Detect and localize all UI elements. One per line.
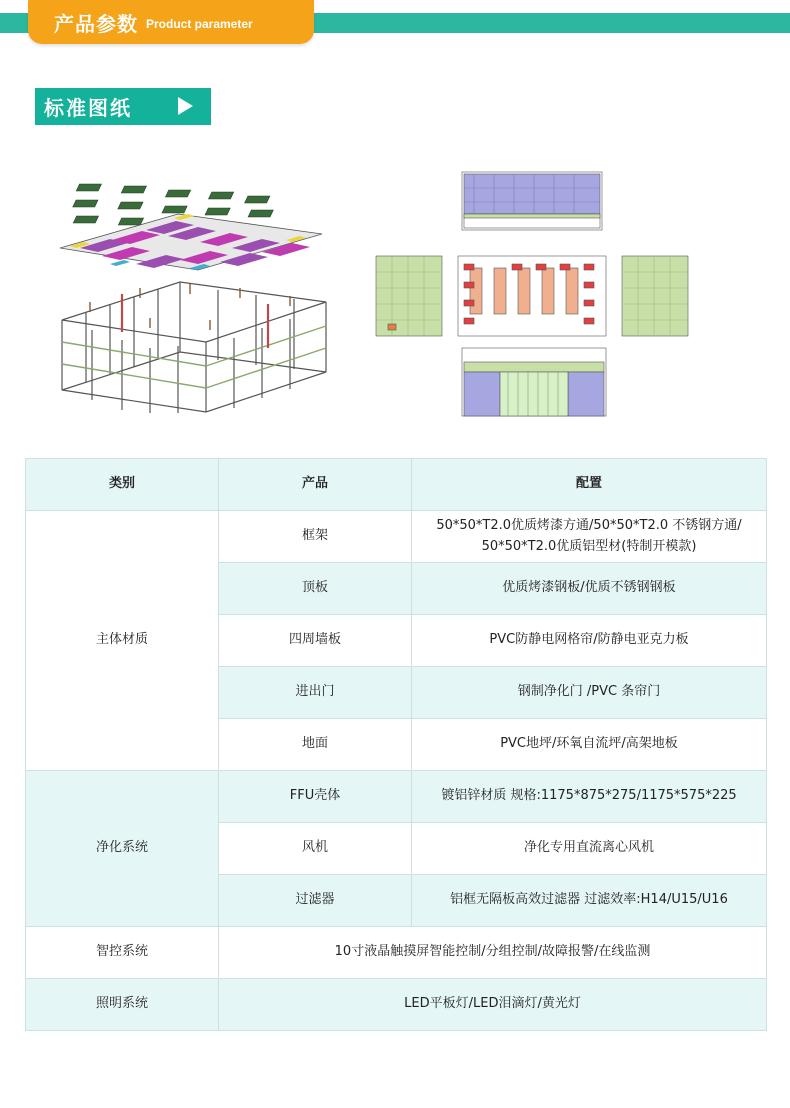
control-config-cell: 10寸液晶触摸屏智能控制/分组控制/故障报警/在线监测 bbox=[219, 927, 767, 979]
config-cell: 钢制净化门 /PVC 条帘门 bbox=[412, 667, 767, 719]
product-cell: 框架 bbox=[219, 511, 412, 563]
group-main-material: 主体材质 bbox=[26, 511, 219, 771]
config-cell bbox=[412, 511, 767, 563]
header-band bbox=[0, 0, 790, 44]
frame-structure bbox=[62, 282, 326, 413]
product-cell: FFU壳体 bbox=[219, 771, 412, 823]
header-product: 产品 bbox=[219, 459, 412, 511]
lighting-config-cell: LED平板灯/LED泪滴灯/黄光灯 bbox=[219, 979, 767, 1031]
header-tab bbox=[28, 0, 314, 44]
table-header-row bbox=[26, 459, 767, 511]
orthographic-views-drawing bbox=[372, 168, 692, 420]
config-line: 50*50*T2.0优质烤漆方通/50*50*T2.0 不锈钢方通/ bbox=[436, 517, 742, 533]
config-cell: PVC防静电网格帘/防静电亚克力板 bbox=[412, 615, 767, 667]
config-cell: 净化专用直流离心风机 bbox=[412, 823, 767, 875]
play-triangle-icon bbox=[178, 97, 193, 115]
product-cell: 过滤器 bbox=[219, 875, 412, 927]
product-cell: 四周墙板 bbox=[219, 615, 412, 667]
config-cell: 铝框无隔板高效过滤器 过滤效率:H14/U15/U16 bbox=[412, 875, 767, 927]
ceiling-panel-grid bbox=[60, 214, 322, 270]
header-title-en: Product parameter bbox=[146, 17, 253, 31]
center-plan-view bbox=[458, 256, 606, 336]
isometric-exploded-drawing bbox=[50, 170, 340, 415]
product-cell: 风机 bbox=[219, 823, 412, 875]
table-row bbox=[26, 979, 767, 1031]
group-control: 智控系统 bbox=[26, 927, 219, 979]
table-row bbox=[26, 927, 767, 979]
header-title-cn: 产品参数 bbox=[54, 11, 138, 36]
config-cell: 优质烤漆钢板/优质不锈钢钢板 bbox=[412, 563, 767, 615]
group-lighting: 照明系统 bbox=[26, 979, 219, 1031]
product-cell: 地面 bbox=[219, 719, 412, 771]
bottom-view bbox=[462, 348, 606, 416]
config-cell: PVC地坪/环氧自流坪/高架地板 bbox=[412, 719, 767, 771]
group-purification: 净化系统 bbox=[26, 771, 219, 927]
table-row bbox=[26, 771, 767, 823]
config-cell: 镀铝锌材质 规格:1175*875*275/1175*575*225 bbox=[412, 771, 767, 823]
config-line: 50*50*T2.0优质铝型材(特制开模款) bbox=[481, 538, 697, 554]
product-cell: 顶板 bbox=[219, 563, 412, 615]
left-view bbox=[376, 256, 442, 336]
product-cell: 进出门 bbox=[219, 667, 412, 719]
ceiling-hangers bbox=[90, 284, 290, 330]
section-title-bar bbox=[35, 88, 211, 125]
header-category: 类别 bbox=[26, 459, 219, 511]
frame-horizontal-bars bbox=[62, 326, 326, 388]
spec-table bbox=[25, 458, 767, 1031]
top-view bbox=[462, 172, 602, 230]
table-row bbox=[26, 511, 767, 563]
header-config: 配置 bbox=[412, 459, 767, 511]
section-title: 标准图纸 bbox=[44, 96, 132, 120]
right-view bbox=[622, 256, 688, 336]
